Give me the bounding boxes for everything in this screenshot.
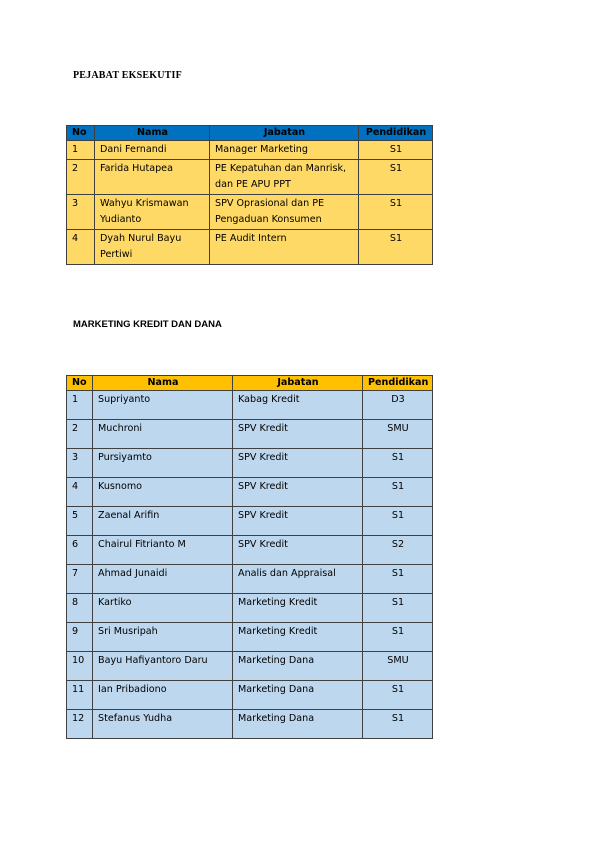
cell-nama: Sri Musripah (93, 623, 233, 652)
cell-nama: Ahmad Junaidi (93, 565, 233, 594)
cell-jabatan: Marketing Dana (233, 652, 363, 681)
column-header-pendidikan: Pendidikan (359, 126, 433, 141)
cell-no: 5 (67, 507, 93, 536)
marketing-kredit-dana-table (66, 375, 433, 739)
cell-jabatan: SPV Oprasional dan PE Pengaduan Konsumen (210, 195, 359, 230)
cell-no: 3 (67, 449, 93, 478)
cell-no: 2 (67, 160, 95, 195)
cell-jabatan: Marketing Dana (233, 681, 363, 710)
cell-nama: Ian Pribadiono (93, 681, 233, 710)
table-row (67, 160, 433, 195)
cell-pendidikan: S1 (359, 230, 433, 265)
table-row (67, 420, 433, 449)
table-row (67, 478, 433, 507)
cell-no: 6 (67, 536, 93, 565)
cell-pendidikan: S1 (363, 565, 433, 594)
cell-jabatan: SPV Kredit (233, 449, 363, 478)
cell-no: 7 (67, 565, 93, 594)
cell-no: 8 (67, 594, 93, 623)
column-header-nama: Nama (95, 126, 210, 141)
section-title-marketing-kredit-dan-dana: MARKETING KREDIT DAN DANA (73, 319, 222, 330)
cell-no: 2 (67, 420, 93, 449)
cell-pendidikan: S1 (363, 710, 433, 739)
table-row (67, 623, 433, 652)
cell-pendidikan: SMU (363, 420, 433, 449)
table-row (67, 141, 433, 160)
cell-nama: Dyah Nurul Bayu Pertiwi (95, 230, 210, 265)
cell-jabatan: PE Kepatuhan dan Manrisk, dan PE APU PPT (210, 160, 359, 195)
cell-pendidikan: D3 (363, 391, 433, 420)
table-row (67, 710, 433, 739)
cell-nama: Supriyanto (93, 391, 233, 420)
cell-no: 10 (67, 652, 93, 681)
cell-jabatan: Analis dan Appraisal (233, 565, 363, 594)
cell-pendidikan: S1 (363, 478, 433, 507)
table-row (67, 507, 433, 536)
table-header-row (67, 376, 433, 391)
table-row (67, 230, 433, 265)
cell-jabatan: PE Audit Intern (210, 230, 359, 265)
table-row (67, 565, 433, 594)
table-header-row (67, 126, 433, 141)
cell-jabatan: Marketing Kredit (233, 594, 363, 623)
cell-pendidikan: S1 (363, 449, 433, 478)
cell-jabatan: Marketing Kredit (233, 623, 363, 652)
cell-pendidikan: SMU (363, 652, 433, 681)
cell-nama: Farida Hutapea (95, 160, 210, 195)
table-row (67, 652, 433, 681)
cell-pendidikan: S1 (359, 141, 433, 160)
table-row (67, 594, 433, 623)
cell-no: 1 (67, 141, 95, 160)
cell-no: 3 (67, 195, 95, 230)
cell-pendidikan: S1 (363, 594, 433, 623)
column-header-nama: Nama (93, 376, 233, 391)
cell-jabatan: Marketing Dana (233, 710, 363, 739)
cell-nama: Kusnomo (93, 478, 233, 507)
cell-no: 4 (67, 230, 95, 265)
cell-no: 1 (67, 391, 93, 420)
cell-jabatan: SPV Kredit (233, 420, 363, 449)
cell-nama: Chairul Fitrianto M (93, 536, 233, 565)
cell-jabatan: Manager Marketing (210, 141, 359, 160)
table-row (67, 681, 433, 710)
cell-nama: Kartiko (93, 594, 233, 623)
cell-nama: Stefanus Yudha (93, 710, 233, 739)
column-header-no: No (67, 126, 95, 141)
cell-no: 11 (67, 681, 93, 710)
cell-jabatan: SPV Kredit (233, 478, 363, 507)
cell-no: 4 (67, 478, 93, 507)
cell-nama: Muchroni (93, 420, 233, 449)
cell-pendidikan: S1 (363, 681, 433, 710)
cell-pendidikan: S1 (363, 507, 433, 536)
cell-jabatan: SPV Kredit (233, 507, 363, 536)
cell-pendidikan: S1 (359, 195, 433, 230)
cell-pendidikan: S1 (363, 623, 433, 652)
table-row (67, 195, 433, 230)
cell-pendidikan: S1 (359, 160, 433, 195)
cell-nama: Pursiyamto (93, 449, 233, 478)
column-header-pendidikan: Pendidikan (363, 376, 433, 391)
table-row (67, 536, 433, 565)
cell-jabatan: SPV Kredit (233, 536, 363, 565)
cell-nama: Bayu Hafiyantoro Daru (93, 652, 233, 681)
table-row (67, 449, 433, 478)
cell-nama: Dani Fernandi (95, 141, 210, 160)
cell-no: 9 (67, 623, 93, 652)
column-header-jabatan: Jabatan (210, 126, 359, 141)
cell-nama: Zaenal Arifin (93, 507, 233, 536)
column-header-no: No (67, 376, 93, 391)
section-title-pejabat-eksekutif: PEJABAT EKSEKUTIF (73, 70, 182, 81)
pejabat-eksekutif-table (66, 125, 433, 265)
cell-pendidikan: S2 (363, 536, 433, 565)
cell-nama: Wahyu Krismawan Yudianto (95, 195, 210, 230)
table-row (67, 391, 433, 420)
cell-no: 12 (67, 710, 93, 739)
cell-jabatan: Kabag Kredit (233, 391, 363, 420)
column-header-jabatan: Jabatan (233, 376, 363, 391)
